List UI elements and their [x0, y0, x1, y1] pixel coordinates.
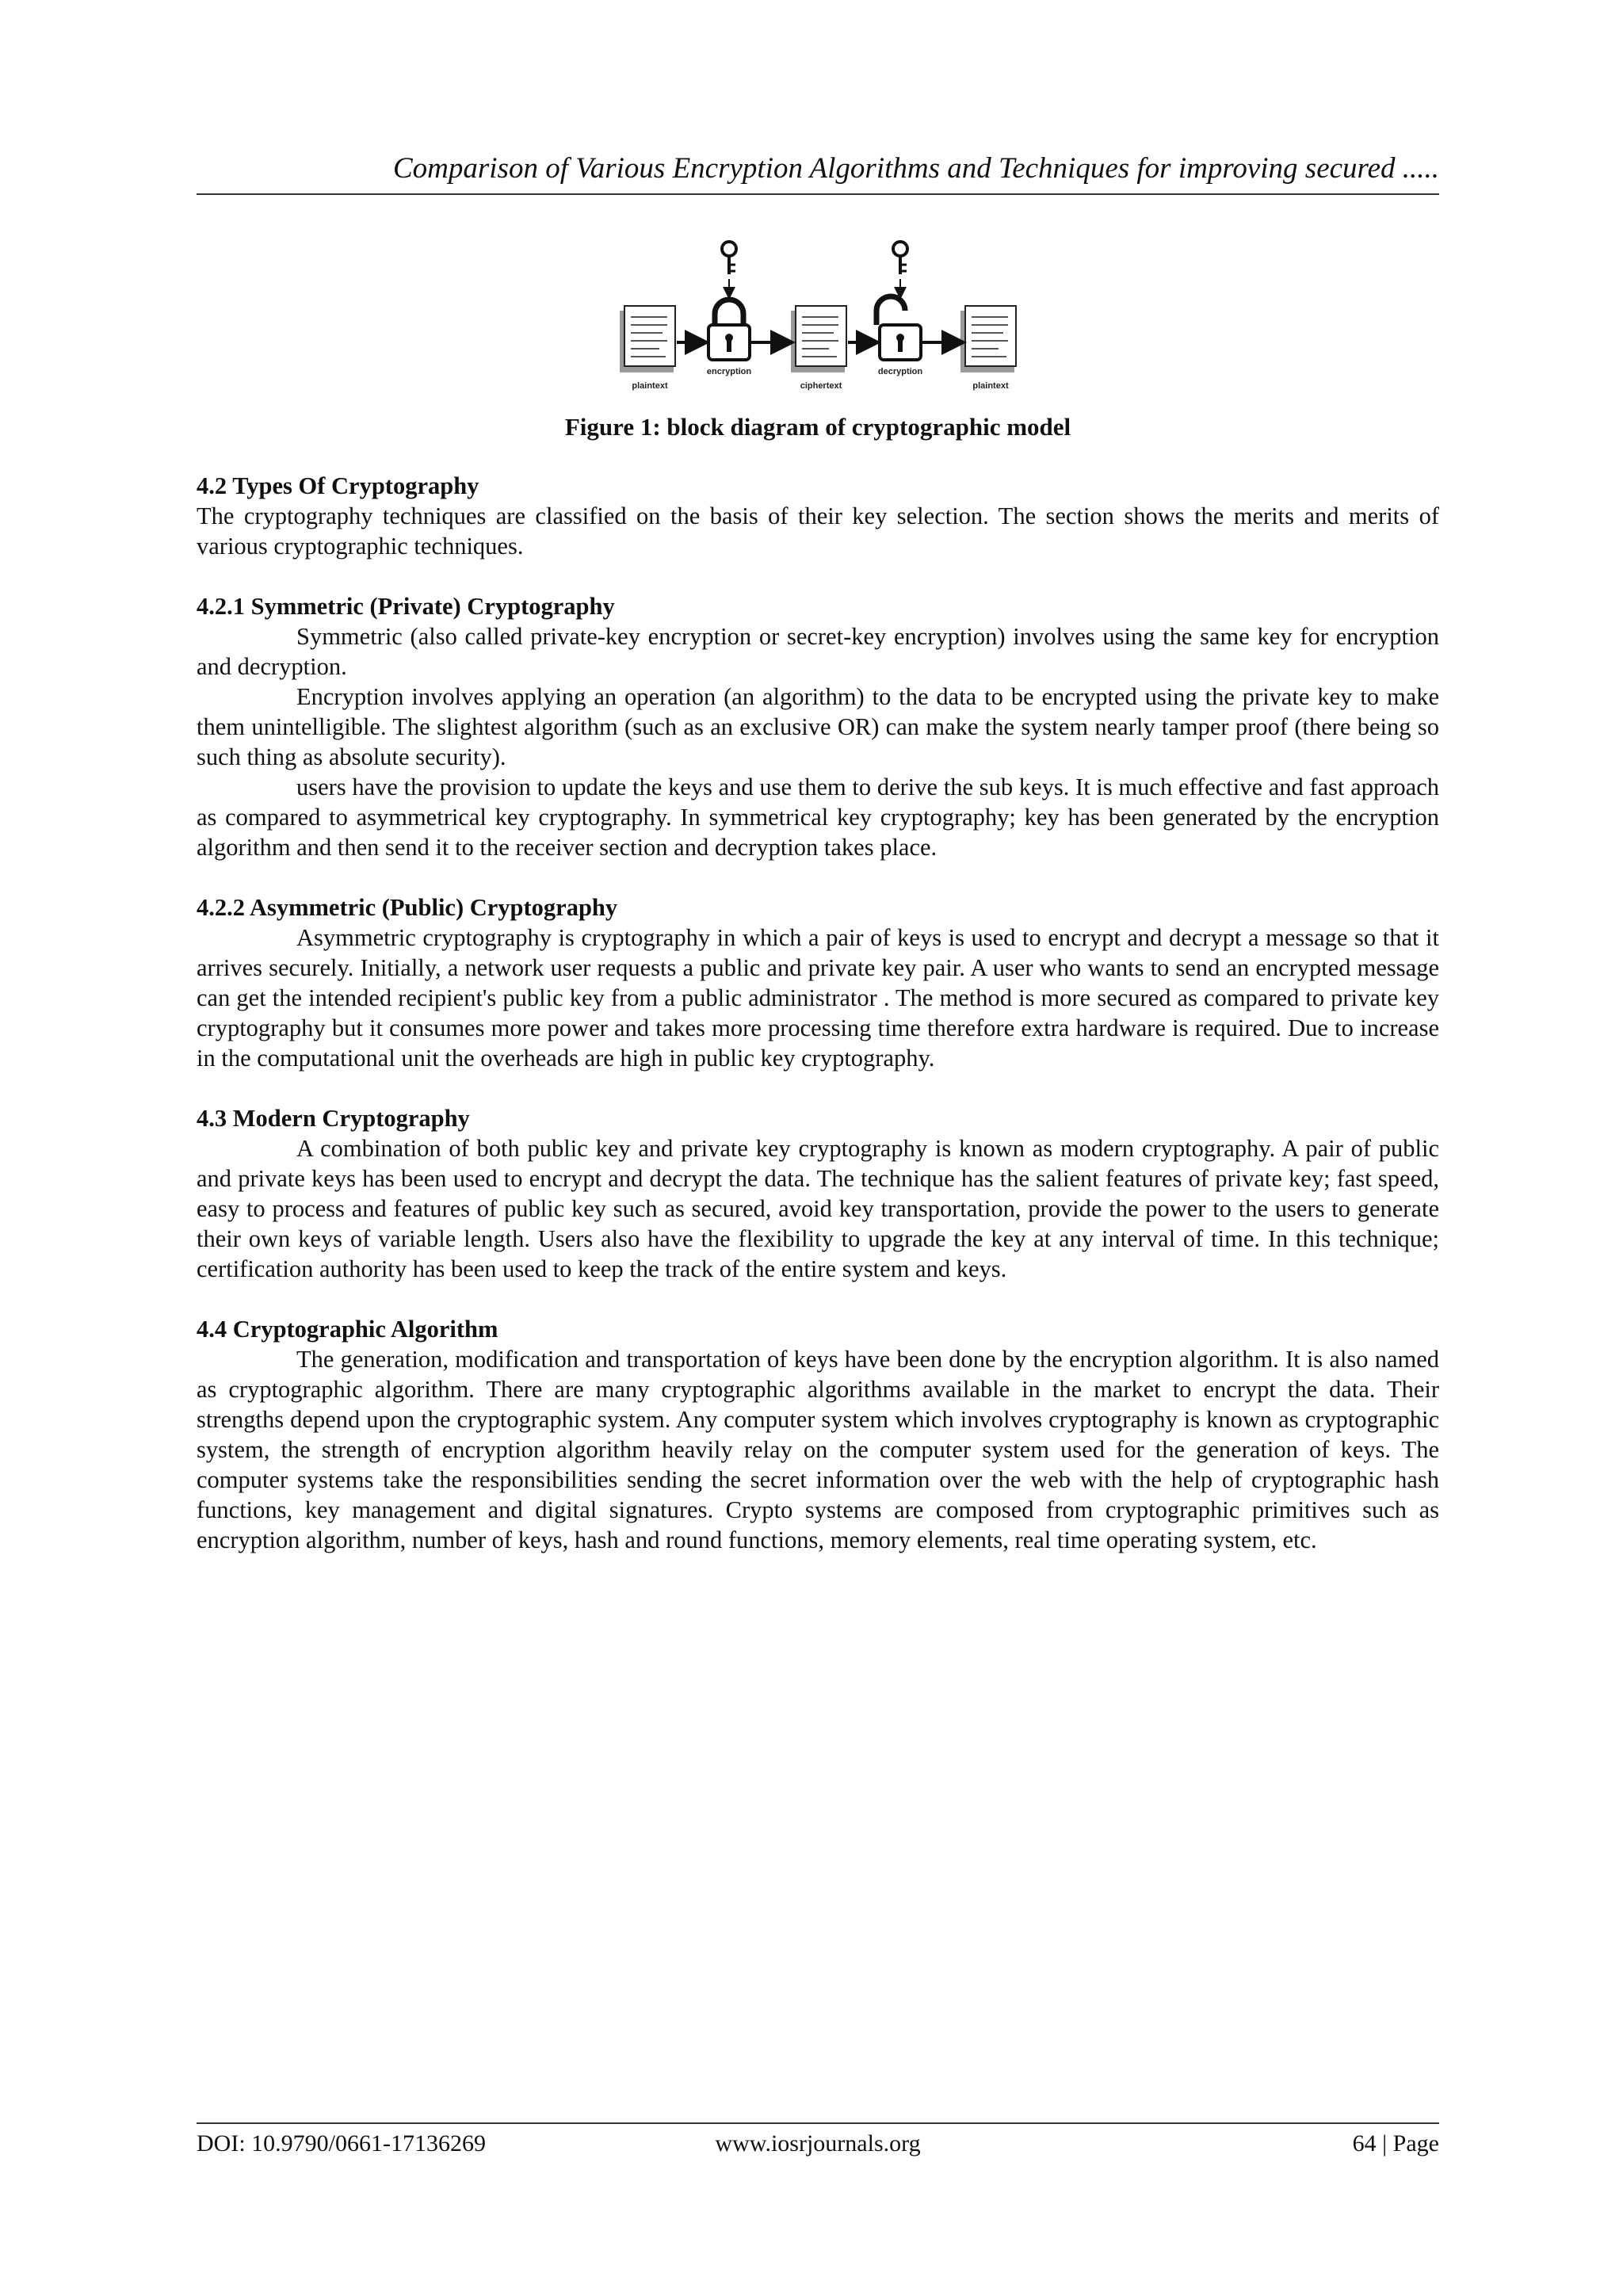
paragraph: Encryption involves applying an operation (an algorithm) to the data to be encrypted using the private key to make them unintelligible. The slightest algorithm (such as an exclusive OR) can make the system nearly tamper proof (there being so such thing as absolute security).: [197, 683, 1439, 770]
paragraph: Symmetric (also called private-key encryption or secret-key encryption) involves using the same key for encryption and decryption.: [197, 623, 1439, 680]
section-types-of-cryptography: [197, 471, 1439, 561]
section-heading: 4.3 Modern Cryptography: [197, 1105, 470, 1132]
stage-label: plaintext: [972, 381, 1009, 391]
article-body: [197, 471, 1439, 1585]
section-symmetric-cryptography: [197, 591, 1439, 862]
section-modern-cryptography: [197, 1103, 1439, 1284]
journal-website-link[interactable]: www.iosrjournals.org: [715, 2130, 921, 2157]
page-number: 64 | Page: [1352, 2130, 1439, 2157]
page-footer: [197, 2126, 1439, 2161]
running-title: Comparison of Various Encryption Algorithms and Techniques for improving secured .....: [392, 152, 1439, 185]
header-rule: [197, 193, 1439, 195]
doi-text: DOI: 10.9790/0661-17136269: [197, 2130, 486, 2157]
figure-caption: Figure 1: block diagram of cryptographic model: [564, 413, 1071, 441]
encryption-lock-icon: [708, 300, 750, 360]
section-cryptographic-algorithm: [197, 1314, 1439, 1555]
decryption-unlock-icon: [876, 296, 921, 360]
stage-label: encryption: [706, 367, 752, 376]
stage-label: plaintext: [632, 381, 668, 391]
section-heading: 4.2.1 Symmetric (Private) Cryptography: [197, 593, 615, 620]
ciphertext-document-icon: [791, 306, 846, 372]
section-asymmetric-cryptography: [197, 892, 1439, 1073]
decryption-key-icon: [893, 242, 907, 296]
plaintext-output-document-icon: [960, 306, 1016, 372]
paragraph: A combination of both public key and private key cryptography is known as modern cryptography. A pair of public and private keys has been used to encrypt and decrypt the data. The technique has the salient features of private key; fast speed, easy to process and features of public key such as secured, avoid key transportation, provide the power to the users to generate their own keys of variable length. Users also have the flexibility to upgrade the key at any interval of time. In this technique; certification authority has been used to keep the track of the entire system and keys.: [197, 1135, 1439, 1282]
plaintext-document-icon: [620, 306, 675, 372]
paragraph: Asymmetric cryptography is cryptography in which a pair of keys is used to encrypt and decrypt a message so that it arrives securely. Initially, a network user requests a public and private key pair. A user who wants to send an encrypted message can get the intended recipient's public key from a public administrator . The method is more secured as compared to private key cryptography but it consumes more power and takes more processing time therefore extra hardware is required. Due to increase in the computational unit the overheads are high in public key cryptography.: [197, 924, 1439, 1072]
paragraph: users have the provision to update the keys and use them to derive the sub keys. It is much effective and fast approach as compared to asymmetrical key cryptography. In symmetrical key cryptography; key has been generated by the encryption algorithm and then send it to the receiver section and decryption takes place.: [197, 774, 1439, 861]
encryption-key-icon: [722, 242, 736, 296]
paragraph: The cryptography techniques are classified on the basis of their key selection. The section shows the merits and merits of various cryptographic techniques.: [197, 502, 1439, 560]
footer-rule: [197, 2122, 1439, 2124]
cryptographic-model-figure: [615, 238, 1027, 396]
stage-label: ciphertext: [800, 381, 842, 391]
section-heading: 4.4 Cryptographic Algorithm: [197, 1316, 498, 1343]
stage-label: decryption: [877, 367, 923, 376]
section-heading: 4.2.2 Asymmetric (Public) Cryptography: [197, 894, 618, 921]
section-heading: 4.2 Types Of Cryptography: [197, 472, 479, 499]
paragraph: The generation, modification and transportation of keys have been done by the encryption algorithm. It is also named as cryptographic algorithm. There are many cryptographic algorithms available in the market to encrypt the data. Their strengths depend upon the cryptographic system. Any computer system which involves cryptography is known as cryptographic system, the strength of encryption algorithm heavily relay on the computer system used for the generation of keys. The computer systems take the responsibilities sending the secret information over the web with the help of cryptographic hash functions, key management and digital signatures. Crypto systems are composed from cryptographic primitives such as encryption algorithm, number of keys, hash and round functions, memory elements, real time operating system, etc.: [197, 1346, 1439, 1553]
